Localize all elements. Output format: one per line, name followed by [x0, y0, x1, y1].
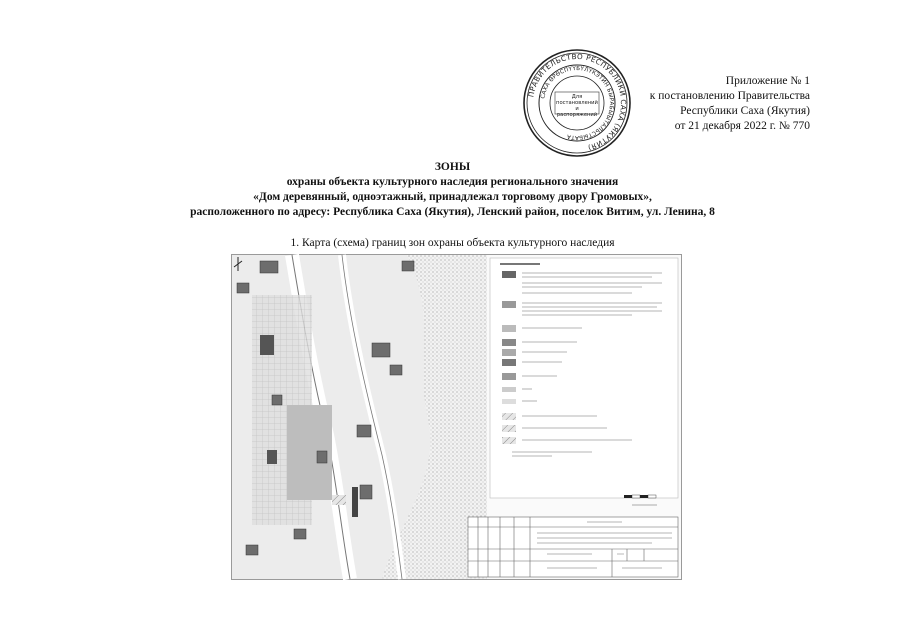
- map-graphic: [232, 255, 681, 579]
- title-line-2: охраны объекта культурного наследия регионального значения: [286, 176, 619, 188]
- map-section-heading: 1. Карта (схема) границ зон охраны объекта культурного наследия: [290, 237, 615, 249]
- protection-zones-map: [231, 254, 682, 580]
- seal-center-text: Для постановлений и распоряжений: [556, 94, 598, 118]
- government-seal: [522, 48, 632, 158]
- appendix-header: [620, 74, 810, 134]
- appendix-resolution: к постановлению Правительства: [649, 90, 810, 102]
- seal-graphic: [522, 48, 632, 158]
- document-title: [140, 160, 765, 220]
- title-line-4: расположенного по адресу: Республика Саха (Якутия), Ленский район, поселок Витим, ул. Ленина, 8: [190, 206, 715, 218]
- seal-outer-text: ПРАВИТЕЛЬСТВО РЕСПУБЛИКИ САХА (ЯКУТИЯ): [526, 51, 629, 153]
- title-line-1: ЗОНЫ: [434, 161, 471, 173]
- appendix-number: Приложение № 1: [725, 75, 810, 87]
- appendix-government: Республики Саха (Якутия): [680, 105, 810, 117]
- title-line-3: «Дом деревянный, одноэтажный, принадлежал торговому двору Громовых»,: [253, 191, 652, 203]
- appendix-date: от 21 декабря 2022 г. № 770: [674, 120, 810, 132]
- seal-inner-text: САХА ӨРӨСПҮҮБҮЛҮКЭТИН БЫРАБЫЫТАЛЬСТЫБАТА: [540, 65, 615, 141]
